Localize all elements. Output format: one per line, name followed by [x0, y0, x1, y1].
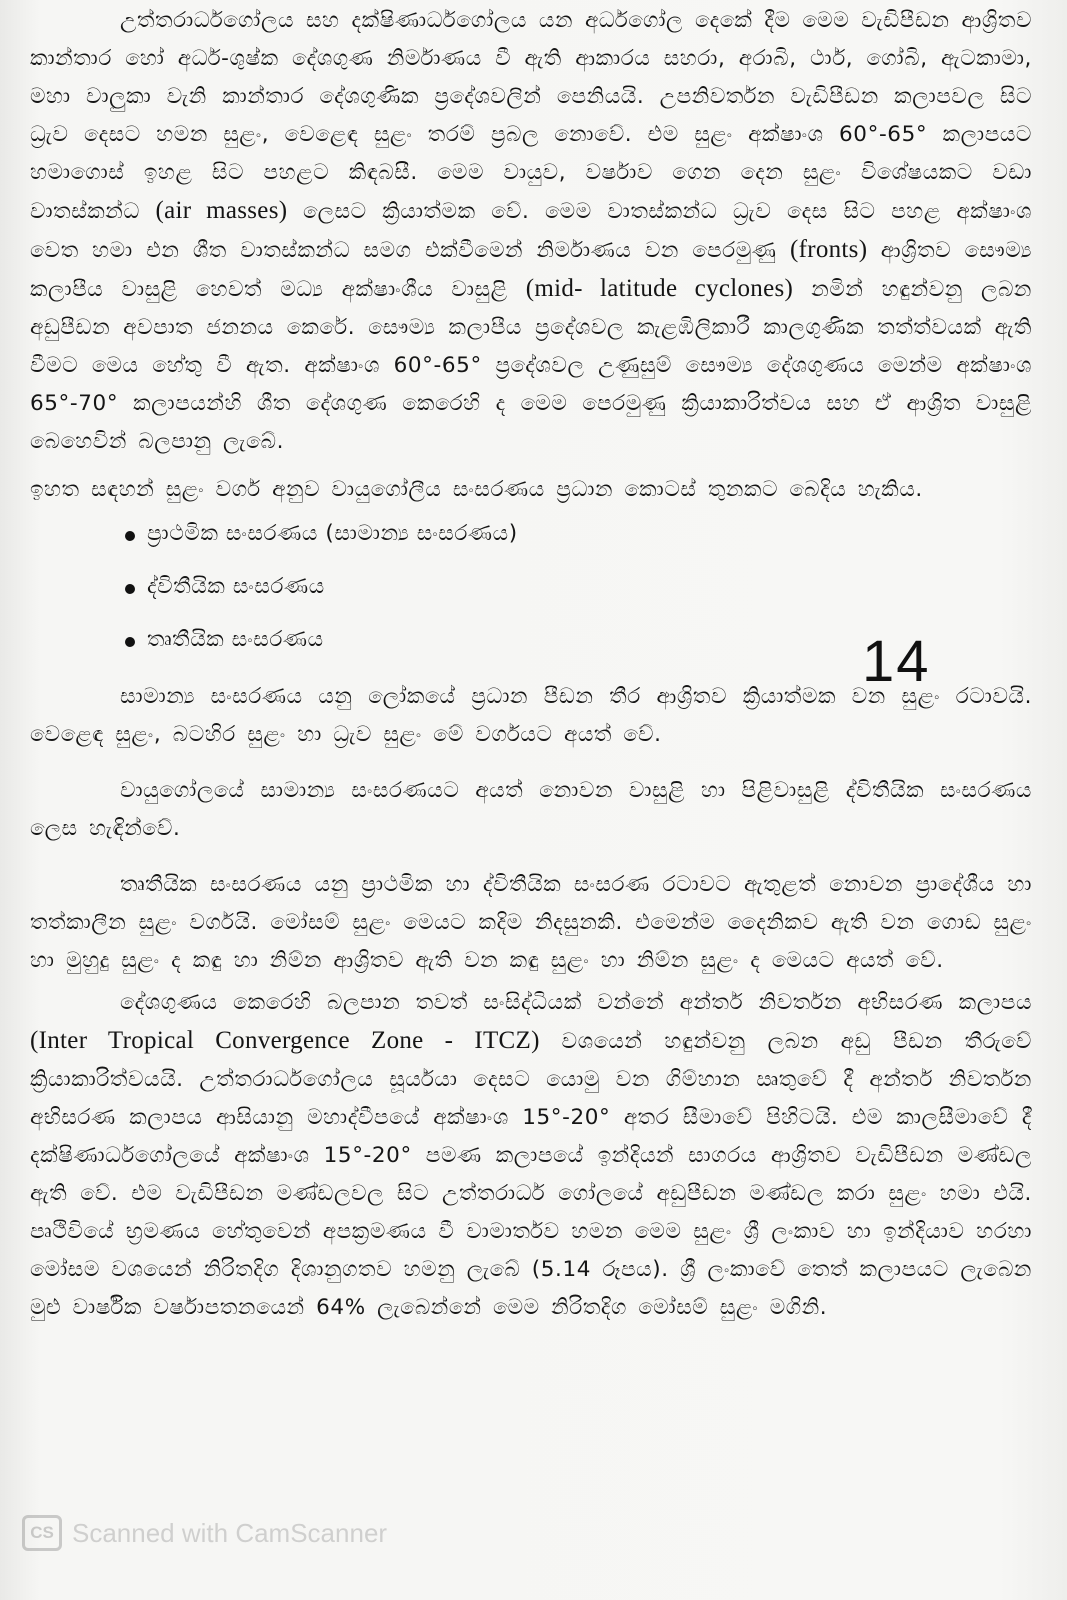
paragraph-6: දේශගුණය කෙරෙහි බලපාන තවත් සංසිද්ධියක් වන්නේ අන්තර් නිවර්තන අභිසරණ කලාපය (Inter Tropical Convergence Zone - ITCZ) වශයෙන් හඳුන්වනු ලබන අඩු පීඩන තීරුවේ ක්‍රියාකාරිත්වයයි. උත්තරාර්ධගෝලය සූර්යයා දෙසට යොමු වන ගිම්හාන ඍතුවේ දී අන්තර් නිවර්තන අභිසරණ කලාපය ආසියානු මහාද්වීපයේ අක්ෂාංශ 15°-20° අතර සීමාවේ පිහිටයි. එම කාලසීමාවේ දී දක්ෂිණාර්ධගෝලයේ අක්ෂාංශ 15°-20° පමණ කලාපයේ ඉන්දියන් සාගරය ආශ්‍රිතව වැඩිපීඩන මණ්ඩල ඇති වේ. එම වැඩිපීඩන මණ්ඩලවල සිට උත්තරාර්ධ ගෝලයේ අඩුපීඩන මණ්ඩල කරා සුළං හමා එයි. පෘථිවියේ භ්‍රමණය හේතුවෙන් අපක්‍රමණය වී වාමාර්තව හමන මෙම සුළං ශ්‍රී ලංකාව හා ඉන්දියාව හරහා මෝසම වශයෙන් නිරිතදිග දිශානුගතව හමනු ලැබේ (5.14 රූපය). ශ්‍රී ලංකාවේ තෙත් කලාපයට ලැබෙන මුළු වාර්ෂික වර්ෂාපතනයෙන් 64% ලැබෙන්නේ මෙම නිරිතදිග මෝසම් සුළං මගිනි.: [30, 990, 1032, 1320]
paragraph-4: වායුගෝලයේ සාමාන්‍ය සංසරණයට අයත් නොවන වාසුළි හා පිළිවාසුළි ද්විතීයික සංසරණය ලෙස හැඳින්වේ.: [30, 778, 1032, 841]
watermark-text: Scanned with CamScanner: [72, 1517, 388, 1548]
paragraph-5: තෘතීයික සංසරණය යනු ප්‍රාථමික හා ද්විතීයික සංසරණ රටාවට ඇතුළත් නොවන ප්‍රාදේශීය හා තත්කාලීන සුළං වර්ගයි. මෝසම් සුළං මෙයට කදිම නිදසුනකි. එමෙන්ම දෛනිකව ඇති වන ගොඩ සුළං හා මුහුදු සුළං ද කඳු හා නිම්න ආශ්‍රිතව ඇති වන කඳු සුළං හා නිම්න සුළං ද මෙයට අයත් වේ.: [30, 872, 1032, 973]
list-item: ප්‍රාථමික සංසරණය (සාමාන්‍ය සංසරණය): [125, 515, 1032, 568]
scanner-watermark: [22, 1515, 387, 1551]
camscanner-logo-icon: CS: [22, 1515, 62, 1551]
bullet-icon: [125, 584, 135, 594]
paragraph-3: සාමාන්‍ය සංසරණය යනු ලෝකයේ ප්‍රධාන පීඩන තීර ආශ්‍රිතව ක්‍රියාත්මක වන සුළං රටාවයි. වෙළෙඳ සුළං, බටහිර සුළං හා ධ්‍රැව සුළං මේ වර්ගයට අයත් වේ.: [30, 684, 1032, 747]
bullet-icon: [125, 531, 135, 541]
list-item: ද්විතීයික සංසරණය: [125, 568, 1032, 621]
term-mid-latitude-cyclones: (mid- latitude cyclones): [525, 275, 794, 302]
list-item: තෘතීයික සංසරණය: [125, 621, 1032, 674]
term-fronts: (fronts): [789, 236, 868, 263]
paragraph-2: ඉහත සඳහන් සුළං වර්ග අනුව වායුගෝලීය සංසරණය ප්‍රධාන කොටස් තුනකට බෙදිය හැකිය.: [30, 477, 923, 502]
paragraph-1: උත්තරාර්ධගෝලය සහ දක්ෂිණාර්ධගෝලය යන අර්ධගෝල දෙකේ දීම මෙම වැඩිපීඩන ආශ්‍රිතව කාන්තාර හෝ අර්ධ-ශුෂ්ක දේශගුණ නිර්මාණය වී ඇති ආකාරය සහරා, අරාබි, ථාර්, ගෝබි, ඇටකාමා, මහා වාලුකා වැනි කාන්තාර දේශගුණික ප්‍රදේශවලින් පෙනියයි. උපනිවර්තන වැඩිපීඩන කලාපවල සිට ධ්‍රැව දෙසට හමන සුළං, වෙළෙඳ සුළං තරම් ප්‍රබල නොවේ. එම සුළං අක්ෂාංශ 60°-65° කලාපයට හමාගොස් ඉහළ සිට පහළට කිඳබසී. මෙම වායුව, වර්ෂාව ගෙන දෙන සුළං විශේෂයකට වඩා වාතස්කන්ධ (air masses) ලෙසට ක්‍රියාත්මක වේ. මෙම වාතස්කන්ධ ධ්‍රැව දෙස සිට පහළ අක්ෂාංශ වෙත හමා එන ශීත වාතස්කන්ධ සමග එක්වීමෙන් නිර්මාණය වන පෙරමුණු (fronts) ආශ්‍රිතව සෞම්‍ය කලාපීය වාසුළි හෙවත් මධ්‍ය අක්ෂාංශීය වාසුළි (mid- latitude cyclones) නමින් හඳුන්වනු ලබන අඩුපීඩන අවපාත ජනනය කෙරේ. සෞම්‍ය කලාපීය ප්‍රදේශවල කැළඹිලිකාරී කාලගුණික තත්ත්වයක් ඇති වීමට මෙය හේතු වී ඇත. අක්ෂාංශ 60°-65° ප්‍රදේශවල උණුසුම් සෞම්‍ය දේශගුණය මෙන්ම අක්ෂාංශ 65°-70° කලාපයන්හි ශීත දේශගුණ කෙරෙහි ද මෙම පෙරමුණු ක්‍රියාකාරිත්වය සහ ඒ ආශ්‍රිත වාසුළි බෙහෙවින් බලපානු ලැබේ.: [30, 8, 1032, 454]
bullet-icon: [125, 637, 135, 647]
term-itcz: (Inter Tropical Convergence Zone - ITCZ): [30, 1027, 540, 1054]
term-air-masses: (air masses): [155, 197, 288, 224]
page-number: 14: [862, 629, 931, 694]
